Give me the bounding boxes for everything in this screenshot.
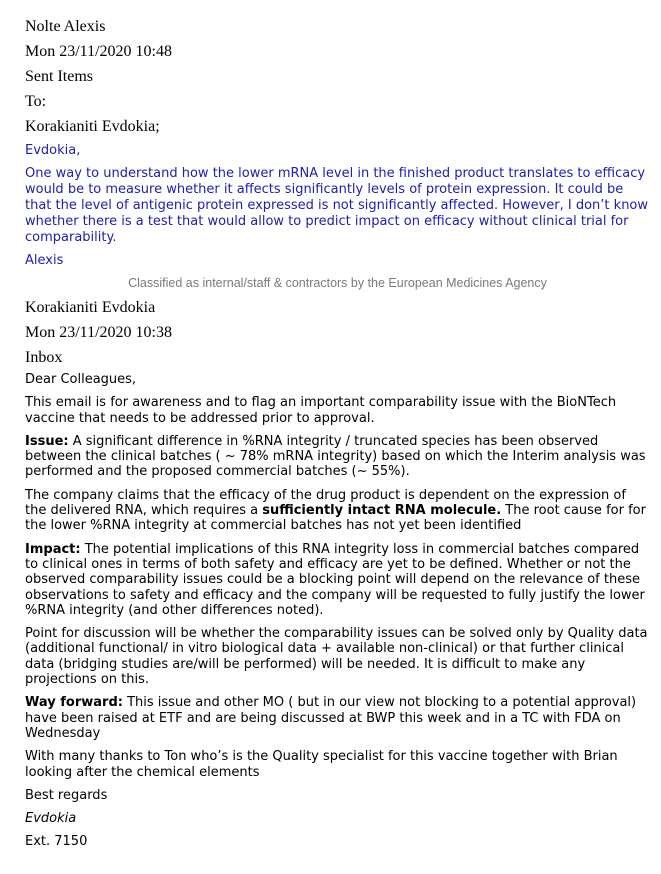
paragraph-efficacy (25, 488, 650, 534)
original-body (25, 372, 650, 850)
signoff: Alexis (25, 253, 64, 268)
issue-text: A significant difference in %RNA integrity / truncated species has been observed between the clinical batches ( ~ 78% mRNA integrity) based on which the Interim analysis was performed and the proposed commercial batches (~ 55%). (25, 433, 646, 480)
email-thread (25, 0, 650, 858)
reply-paragraph: One way to understand how the lower mRNA level in the finished product translates to efficacy would be to measure whether it affects significantly levels of protein expression. It could be that the level of antigenic protein expressed is not significantly affected. However, I don’t know whether there is a test that would allow to predict impact on efficacy without clinical trial for comparability. (25, 166, 649, 245)
paragraph-discussion: Point for discussion will be whether the comparability issues can be solved only by Quality data (additional functional/ in vitro biological data + available non-clinical) or that further clinical data (bridging studies are/will be performed) will be needed. It is difficult to make any projections on this. (25, 626, 648, 688)
paragraph-thanks: With many thanks to Ton who’s is the Quality specialist for this vaccine together with Brian looking after the chemical elements (25, 749, 618, 780)
folder-label: Inbox (25, 349, 63, 366)
salutation: Evdokia, (25, 143, 81, 158)
phone-extension: Ext. 7150 (25, 834, 88, 850)
paragraph-impact (25, 542, 650, 618)
impact-label: Impact: (25, 541, 81, 557)
classification-notice: Classified as internal/staff & contractors by the European Medicines Agency (128, 276, 547, 290)
signature: Evdokia (25, 811, 77, 827)
recipient-list: Korakianiti Evdokia; (25, 118, 160, 135)
sent-date: Mon 23/11/2020 10:38 (25, 324, 172, 341)
efficacy-emphasis: sufficiently intact RNA molecule. (262, 503, 502, 519)
issue-label: Issue: (25, 433, 69, 449)
paragraph-way-forward (25, 695, 650, 741)
regards: Best regards (25, 787, 108, 803)
efficacy-text-b: The root cause for for the lower %RNA integrity at commercial batches has not yet been identified (25, 503, 646, 534)
efficacy-text-a: The company claims that the efficacy of the drug product is dependent on the expression of the delivered RNA, which requires a (25, 487, 626, 519)
reply-body (25, 143, 650, 269)
paragraph-awareness: This email is for awareness and to flag an important comparability issue with the BioNTech vaccine that needs to be addressed prior to approval. (25, 395, 617, 426)
way-forward-text: This issue and other MO ( but in our view not blocking to a potential approval) have been raised at ETF and are being discussed at BWP this week and in a TC with FDA on Wednesday (25, 695, 637, 741)
sent-date: Mon 23/11/2020 10:48 (25, 43, 172, 60)
way-forward-label: Way forward: (25, 695, 123, 711)
to-label: To: (25, 93, 47, 110)
folder-label: Sent Items (25, 68, 93, 85)
paragraph-issue (25, 434, 650, 480)
sender-name: Korakianiti Evdokia (25, 299, 156, 316)
greeting: Dear Colleagues, (25, 372, 137, 387)
sender-name: Nolte Alexis (25, 18, 106, 35)
impact-text: The potential implications of this RNA integrity loss in commercial batches compared to clinical ones in terms of both safety and efficacy are yet to be defined. Whether or not the observed comparability issues could be a blocking point will depend on the relevance of these observations to safety and efficacy and the company will be requested to fully justify the lower %RNA integrity (and other differences noted). (25, 541, 645, 618)
